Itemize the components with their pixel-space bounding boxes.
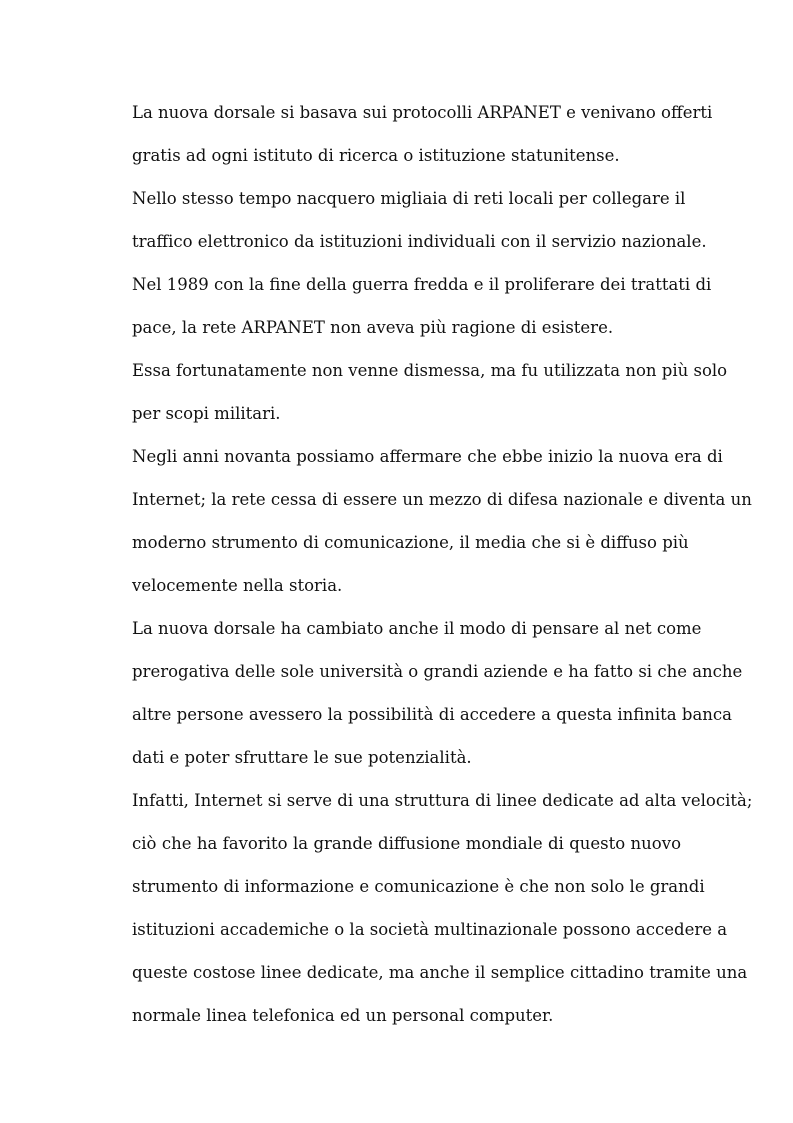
- text-line: Internet; la rete cessa di essere un mezzo di difesa nazionale e diventa un: [132, 490, 752, 509]
- text-line: Nello stesso tempo nacquero migliaia di reti locali per collegare il: [132, 189, 686, 208]
- text-line: altre persone avessero la possibilità di accedere a questa infinita banca: [132, 705, 732, 724]
- text-line: per scopi militari.: [132, 404, 281, 423]
- text-line: Negli anni novanta possiamo affermare che ebbe inizio la nuova era di: [132, 447, 723, 466]
- text-line: pace, la rete ARPANET non aveva più ragione di esistere.: [132, 318, 614, 337]
- text-line: gratis ad ogni istituto di ricerca o istituzione statunitense.: [132, 146, 620, 165]
- text-line: istituzioni accademiche o la società multinazionale possono accedere a: [132, 920, 728, 939]
- text-line: Infatti, Internet si serve di una struttura di linee dedicate ad alta velocità;: [132, 791, 753, 810]
- text-line: La nuova dorsale si basava sui protocolli ARPANET e venivano offerti: [132, 103, 713, 122]
- text-line: dati e poter sfruttare le sue potenzialità.: [132, 748, 472, 767]
- text-line: velocemente nella storia.: [132, 576, 343, 595]
- text-line: prerogativa delle sole università o grandi aziende e ha fatto si che anche: [132, 662, 743, 681]
- text-line: ciò che ha favorito la grande diffusione mondiale di questo nuovo: [132, 834, 681, 853]
- text-line: queste costose linee dedicate, ma anche il semplice cittadino tramite una: [132, 963, 748, 982]
- text-line: Nel 1989 con la fine della guerra fredda e il proliferare dei trattati di: [132, 275, 712, 294]
- text-line: Essa fortunatamente non venne dismessa, ma fu utilizzata non più solo: [132, 361, 728, 380]
- text-line: La nuova dorsale ha cambiato anche il modo di pensare al net come: [132, 619, 702, 638]
- document-body-text: [132, 91, 753, 1037]
- text-line: traffico elettronico da istituzioni individuali con il servizio nazionale.: [132, 232, 707, 251]
- text-line: moderno strumento di comunicazione, il media che si è diffuso più: [132, 533, 689, 552]
- text-line: normale linea telefonica ed un personal computer.: [132, 1006, 554, 1025]
- text-line: strumento di informazione e comunicazione è che non solo le grandi: [132, 877, 705, 896]
